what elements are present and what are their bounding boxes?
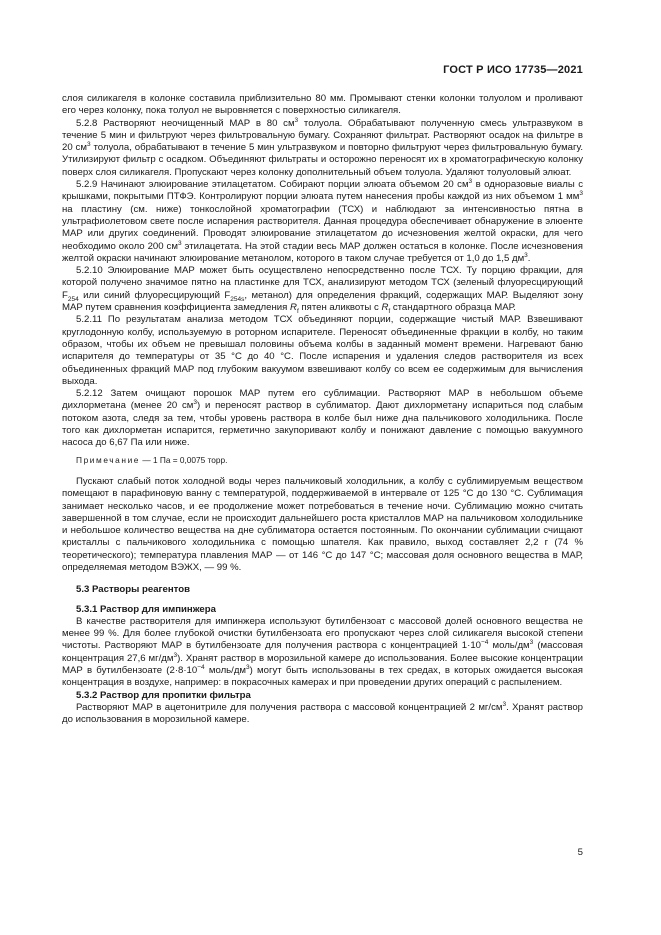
subsection-title-5-3-2: 5.3.2 Раствор для пропитки фильтра xyxy=(76,689,251,701)
standard-designation: ГОСТ Р ИСО 17735—2021 xyxy=(443,64,583,76)
document-header xyxy=(0,64,583,76)
paragraph-5-2-10: 5.2.10 Элюирование МАР может быть осуществлено непосредственно после ТСХ. Ту порцию фракции, для которой получено значимое пятно на пластинке для ТСХ, анализируют методом ТСХ (зеленый флуоресцирующий $F_{254}$ или синий флуоресцирующий $F_{254s}$, метанол) для определения фракций, содержащих МАР. Выделяют зону МАР путем сравнения коэффициента замедления $R_f$ пятен аликвоты с $R_f$ стандартного образца МАР. xyxy=(62,265,583,315)
page-number: 5 xyxy=(577,847,583,858)
note-label: Примечание xyxy=(76,454,141,465)
paragraph-5-2-11: 5.2.11 По результатам анализа методом ТСХ объединяют порции, содержащие чистый МАР. Взвешивают круглодонную колбу, используемую в роторном испарителе. Переносят объединенные фракции в колбу, но таким образом, чтобы их объем не превышал половины объема колбы в заданный момент времени. Нагревают баню испарителя до температуры от 35 °C до 40 °C. После испарения и удаления следов растворителя из всех объединенных фракций МАР под глубоким вакуумом взвешивают колбу со всем ее содержимым для вычисления выхода. xyxy=(62,314,583,387)
paragraph-continuation: слоя силикагеля в колонке составила приблизительно 80 мм. Промывают стенки колонки толуолом и проливают его через колонку, пока толуол не выровняется с поверхностью силикагеля. xyxy=(62,93,583,117)
section-title-5-3: 5.3 Растворы реагентов xyxy=(76,584,190,596)
paragraph-5-2-8: 5.2.8 Растворяют неочищенный МАР в 80 $см^3$ толуола. Обрабатывают полученную смесь ультразвуком в течение 5 мин и фильтруют через фильтровальную бумагу. Сохраняют фильтрат. Растворяют осадок на фильтре в 20 $см^3$ толуола, обрабатывают в течение 5 мин ультразвуком и повторно фильтруют через фильтровальную бумагу. Утилизируют фильтр с осадком. Объединяют фильтраты и осторожно переносят их в хроматографическую колонку поверх слоя силикагеля. Пропускают через колонку дополнительный объем толуола. Удаляют толуоловый элюат. xyxy=(62,116,584,178)
note-text: — 1 Па = 0,0075 торр. xyxy=(140,454,228,465)
note xyxy=(62,454,583,466)
paragraph-5-3-2: Растворяют МАР в ацетонитриле для получения раствора с массовой концентрацией 2 $мг/см^3$. Хранят раствор до использования в морозильной камере. xyxy=(62,700,583,726)
paragraph-5-2-12: 5.2.12 Затем очищают порошок МАР путем его сублимации. Растворяют МАР в небольшом объеме дихлорметана (менее 20 $см^3$) и переносят раствор в сублиматор. Дают дихлорметану испариться под слабым потоком азота, следя за тем, чтобы уровень раствора в колбе был ниже дна пальчикового холодильника. После того как дихлорметан испарится, герметично закупоривают колбу и понижают давление с помощью вакуумного насоса до 6,67 Па или ниже. xyxy=(62,388,584,449)
paragraph-sublimation: Пускают слабый поток холодной воды через пальчиковый холодильник, а колбу с сублимируемым веществом помещают в парафиновую ванну с температурой, поддерживаемой в интервале от 125 °C до 130 °C. Сублимация занимает несколько часов, и ее продолжение может потребоваться в течение ночи. Сублимацию можно считать завершенной в том случае, если не происходит дальнейшего роста кристаллов МАР на пальчиковом холодильнике и небольшое количество вещества на дне сублиматора остается постоянным. По окончании сублимации счищают кристаллы с пальчикового холодильника с помощью шпателя. Как правило, выход составляет 2,2 г (74 % теоретического); температура плавления МАР — от 146 °C до 147 °C; массовая доля основного вещества в МАР, определяемая методом ВЭЖХ, — 99 %. xyxy=(62,475,583,573)
document-body xyxy=(62,93,583,727)
paragraph-5-2-9: 5.2.9 Начинают элюирование этилацетатом. Собирают порции элюата объемом 20 $см^3$ в одноразовые виалы с крышками, покрытыми ПТФЭ. Контролируют порции элюата путем нанесения пробы каждой из них объемом 1 $мм^3$ на пластину (см. ниже) тонкослойной хроматографии (ТСХ) и наблюдают за интенсивностью пятна в ультрафиолетовом свете после испарения растворителя. Данная процедура обеспечивает обнаружение в элюенте МАР или других соединений. Проводят элюирование этилацетатом до исчезновения желтой окраски, для чего необходимо около 200 $см^3$ этилацетата. На этой стадии весь МАР должен остаться в колонке. После исчезновения желтой окраски начинают элюирование метанолом, которого в таком случае требуется от 1,0 до 1,5 $дм^3$. xyxy=(62,177,583,264)
subsection-title-5-3-1: 5.3.1 Раствор для импинжера xyxy=(76,603,216,615)
paragraph-5-3-1: В качестве растворителя для импинжера используют бутилбензоат с массовой долей основного вещества не менее 99 %. Для более глубокой очистки бутилбензоата его пропускают через слой силикагеля высокой степени чистоты. Растворяют МАР в бутилбензоате для получения раствора с концентрацией $1\cdot 10^{-4}$ моль/$дм^3$ (массовая концентрация 27,6 $мг/дм^3$). Хранят раствор в морозильной камере до использования. Более высокие концентрации МАР в бутилбензоате ($2\cdot 8\cdot 10^{-4}$ моль/$дм^3$) могут быть использованы в тех средах, в которых ожидается высокая концентрация в воздухе, например: в покрасочных камерах и при проведении других операций с распылением. xyxy=(62,615,583,689)
